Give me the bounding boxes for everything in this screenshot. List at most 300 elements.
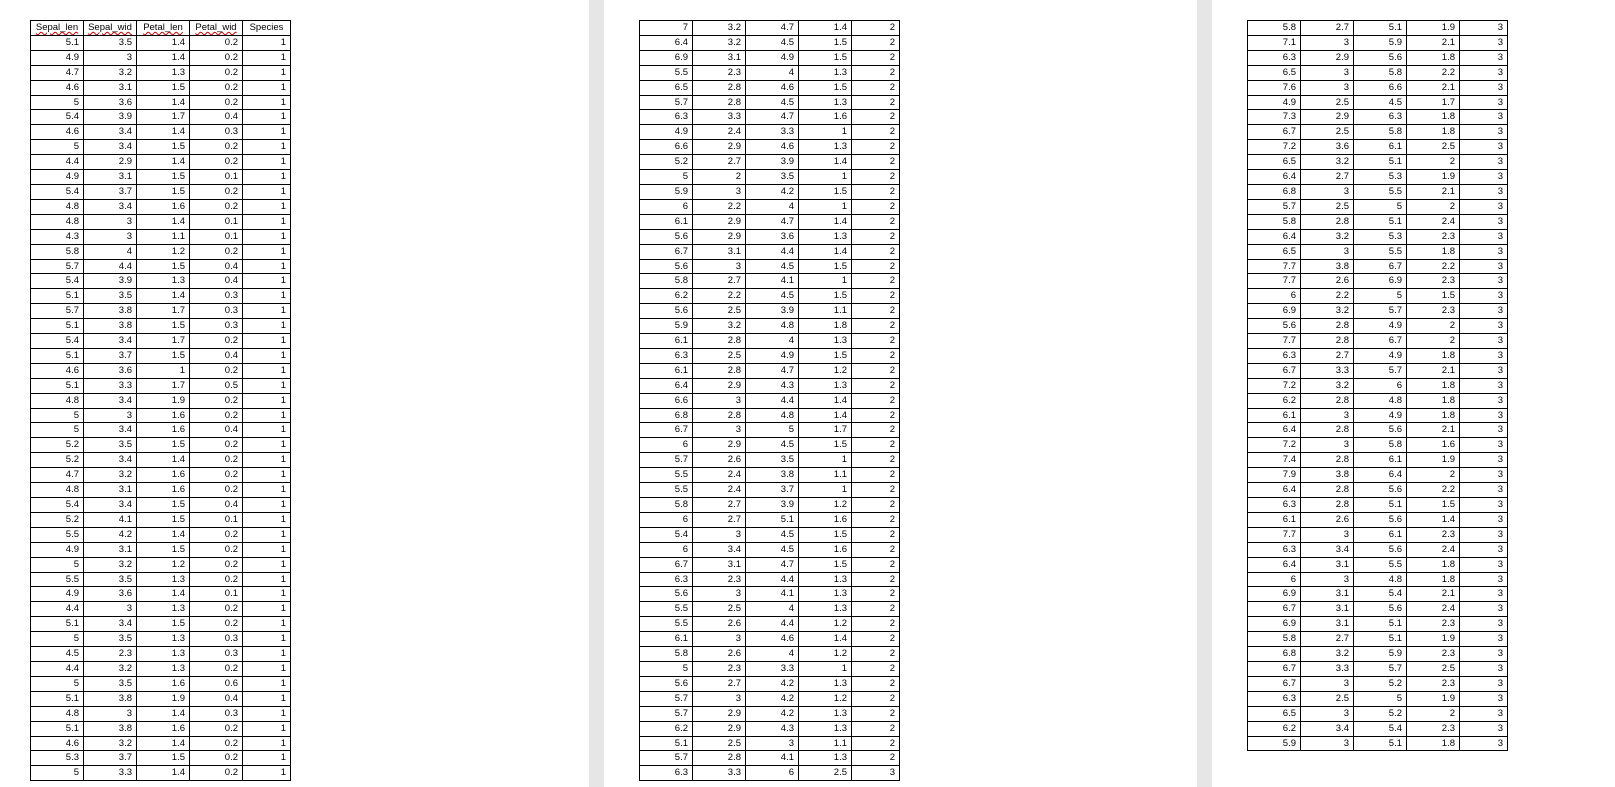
table-cell[interactable]: 5.4: [31, 498, 84, 513]
table-cell[interactable]: 2.9: [693, 438, 746, 453]
table-cell[interactable]: 4: [746, 647, 799, 662]
table-cell[interactable]: 1.3: [799, 334, 852, 349]
table-cell[interactable]: 4.2: [746, 691, 799, 706]
table-cell[interactable]: 5.6: [1354, 483, 1407, 498]
table-cell[interactable]: 3: [693, 393, 746, 408]
table-cell[interactable]: 6.6: [640, 140, 693, 155]
table-cell[interactable]: 1.7: [137, 378, 190, 393]
table-cell[interactable]: 1: [799, 453, 852, 468]
table-cell[interactable]: 2: [852, 95, 900, 110]
table-cell[interactable]: 2: [1407, 155, 1460, 170]
table-cell[interactable]: 5.4: [1354, 721, 1407, 736]
table-cell[interactable]: 6.3: [1248, 542, 1301, 557]
table-cell[interactable]: 5.4: [1354, 587, 1407, 602]
table-cell[interactable]: 1.2: [799, 647, 852, 662]
table-cell[interactable]: 1.5: [137, 184, 190, 199]
table-cell[interactable]: 1.4: [137, 155, 190, 170]
table-cell[interactable]: 5: [640, 661, 693, 676]
table-cell[interactable]: 3.4: [84, 125, 137, 140]
table-cell[interactable]: 6: [746, 766, 799, 781]
table-cell[interactable]: 0.2: [190, 527, 243, 542]
table-cell[interactable]: 3.8: [84, 691, 137, 706]
table-cell[interactable]: 6.4: [1354, 468, 1407, 483]
table-cell[interactable]: 2: [852, 140, 900, 155]
table-cell[interactable]: 7.4: [1248, 453, 1301, 468]
table-cell[interactable]: 5.5: [1354, 244, 1407, 259]
table-cell[interactable]: 3.1: [1301, 587, 1354, 602]
table-cell[interactable]: 2.3: [1407, 229, 1460, 244]
table-cell[interactable]: 1.5: [137, 319, 190, 334]
table-cell[interactable]: 3: [1460, 423, 1508, 438]
table-cell[interactable]: 3.2: [84, 736, 137, 751]
table-cell[interactable]: 1.8: [1407, 736, 1460, 751]
table-cell[interactable]: 0.1: [190, 170, 243, 185]
table-cell[interactable]: 2.8: [1301, 334, 1354, 349]
table-cell[interactable]: 2.5: [1301, 691, 1354, 706]
table-cell[interactable]: 1: [243, 498, 291, 513]
table-cell[interactable]: 0.4: [190, 423, 243, 438]
table-cell[interactable]: 0.3: [190, 125, 243, 140]
table-cell[interactable]: 0.2: [190, 557, 243, 572]
table-cell[interactable]: 3: [1460, 155, 1508, 170]
table-cell[interactable]: 1.4: [137, 453, 190, 468]
table-cell[interactable]: 3: [693, 527, 746, 542]
table-cell[interactable]: 1: [243, 184, 291, 199]
table-cell[interactable]: 1: [243, 199, 291, 214]
table-cell[interactable]: 4.7: [746, 363, 799, 378]
table-cell[interactable]: 1: [243, 229, 291, 244]
table-cell[interactable]: 3.1: [693, 50, 746, 65]
table-cell[interactable]: 2.5: [693, 736, 746, 751]
table-cell[interactable]: 2.3: [1407, 676, 1460, 691]
table-cell[interactable]: 3.1: [1301, 602, 1354, 617]
table-cell[interactable]: 3: [852, 766, 900, 781]
table-cell[interactable]: 1: [243, 527, 291, 542]
table-cell[interactable]: 3.5: [84, 632, 137, 647]
table-cell[interactable]: 7.9: [1248, 468, 1301, 483]
table-cell[interactable]: 6.7: [640, 244, 693, 259]
table-cell[interactable]: 5.4: [31, 334, 84, 349]
table-cell[interactable]: 1.5: [799, 438, 852, 453]
table-cell[interactable]: 1.3: [137, 661, 190, 676]
table-cell[interactable]: 4: [746, 199, 799, 214]
table-cell[interactable]: 3: [1460, 676, 1508, 691]
table-cell[interactable]: 3.1: [84, 80, 137, 95]
table-cell[interactable]: 6.7: [640, 557, 693, 572]
table-cell[interactable]: 1: [243, 170, 291, 185]
table-cell[interactable]: 2: [852, 304, 900, 319]
table-cell[interactable]: 1: [243, 453, 291, 468]
table-cell[interactable]: 5.1: [1354, 498, 1407, 513]
table-cell[interactable]: 3.2: [84, 468, 137, 483]
table-cell[interactable]: 6.9: [640, 50, 693, 65]
table-cell[interactable]: 1.2: [799, 617, 852, 632]
table-cell[interactable]: 4.2: [746, 184, 799, 199]
table-cell[interactable]: 5.7: [640, 95, 693, 110]
table-cell[interactable]: 4.9: [1354, 348, 1407, 363]
table-cell[interactable]: 5.1: [31, 348, 84, 363]
table-cell[interactable]: 5.5: [640, 468, 693, 483]
table-cell[interactable]: 1.6: [137, 199, 190, 214]
table-cell[interactable]: 7.2: [1248, 378, 1301, 393]
table-cell[interactable]: 4.8: [746, 319, 799, 334]
table-cell[interactable]: 3: [1460, 35, 1508, 50]
table-cell[interactable]: 4.5: [746, 259, 799, 274]
table-cell[interactable]: 3: [693, 691, 746, 706]
table-cell[interactable]: 2: [1407, 199, 1460, 214]
table-cell[interactable]: 5.6: [1354, 542, 1407, 557]
table-cell[interactable]: 4.5: [746, 527, 799, 542]
table-cell[interactable]: 5.1: [746, 512, 799, 527]
table-cell[interactable]: 5.3: [1354, 170, 1407, 185]
table-cell[interactable]: 1.6: [137, 408, 190, 423]
table-cell[interactable]: 5.5: [640, 617, 693, 632]
table-cell[interactable]: 3.9: [746, 155, 799, 170]
table-cell[interactable]: 4.9: [746, 50, 799, 65]
table-cell[interactable]: 5: [31, 766, 84, 781]
table-cell[interactable]: 1: [243, 721, 291, 736]
table-cell[interactable]: 4.6: [31, 363, 84, 378]
table-cell[interactable]: 0.4: [190, 691, 243, 706]
table-cell[interactable]: 2.8: [1301, 214, 1354, 229]
table-cell[interactable]: 1: [243, 50, 291, 65]
table-cell[interactable]: 5.7: [31, 259, 84, 274]
table-cell[interactable]: 2.9: [84, 155, 137, 170]
table-cell[interactable]: 5.8: [1248, 632, 1301, 647]
table-cell[interactable]: 1: [799, 199, 852, 214]
table-cell[interactable]: 3.3: [746, 125, 799, 140]
table-cell[interactable]: 2.6: [693, 617, 746, 632]
table-cell[interactable]: 6.1: [640, 363, 693, 378]
table-cell[interactable]: 2.5: [693, 348, 746, 363]
table-cell[interactable]: 1: [243, 632, 291, 647]
table-cell[interactable]: 0.3: [190, 319, 243, 334]
table-cell[interactable]: 1: [243, 155, 291, 170]
table-cell[interactable]: 2.8: [693, 408, 746, 423]
table-cell[interactable]: 4.4: [746, 617, 799, 632]
table-cell[interactable]: 4.6: [31, 736, 84, 751]
column-header[interactable]: [137, 21, 190, 36]
table-cell[interactable]: 1.2: [799, 498, 852, 513]
table-cell[interactable]: 3.2: [1301, 378, 1354, 393]
table-cell[interactable]: 1: [243, 274, 291, 289]
table-cell[interactable]: 1.3: [799, 229, 852, 244]
table-cell[interactable]: 6: [640, 512, 693, 527]
table-cell[interactable]: 2.3: [84, 647, 137, 662]
table-cell[interactable]: 2.8: [693, 363, 746, 378]
table-cell[interactable]: 5.1: [1354, 736, 1407, 751]
table-cell[interactable]: 1.4: [1407, 512, 1460, 527]
table-cell[interactable]: 5: [746, 423, 799, 438]
table-cell[interactable]: 2.9: [693, 721, 746, 736]
table-cell[interactable]: 6.5: [1248, 706, 1301, 721]
table-cell[interactable]: 0.2: [190, 50, 243, 65]
table-cell[interactable]: 3: [1460, 587, 1508, 602]
table-cell[interactable]: 3.3: [1301, 363, 1354, 378]
table-cell[interactable]: 3: [1460, 259, 1508, 274]
table-cell[interactable]: 1.8: [799, 319, 852, 334]
table-cell[interactable]: 2: [1407, 334, 1460, 349]
table-cell[interactable]: 2.6: [1301, 274, 1354, 289]
table-cell[interactable]: 3: [1460, 721, 1508, 736]
table-cell[interactable]: 0.2: [190, 65, 243, 80]
table-cell[interactable]: 1.8: [1407, 572, 1460, 587]
table-cell[interactable]: 1.6: [1407, 438, 1460, 453]
table-cell[interactable]: 6: [1354, 378, 1407, 393]
table-cell[interactable]: 5.1: [31, 617, 84, 632]
table-cell[interactable]: 0.4: [190, 274, 243, 289]
table-cell[interactable]: 1.2: [137, 557, 190, 572]
table-cell[interactable]: 5.8: [1354, 65, 1407, 80]
table-cell[interactable]: 4.9: [746, 348, 799, 363]
table-cell[interactable]: 3: [1460, 706, 1508, 721]
table-cell[interactable]: 0.2: [190, 244, 243, 259]
table-cell[interactable]: 0.2: [190, 602, 243, 617]
table-cell[interactable]: 2.8: [693, 95, 746, 110]
table-cell[interactable]: 0.2: [190, 80, 243, 95]
table-cell[interactable]: 2.4: [693, 483, 746, 498]
table-cell[interactable]: 2.1: [1407, 363, 1460, 378]
table-cell[interactable]: 3: [1460, 229, 1508, 244]
table-cell[interactable]: 2: [852, 378, 900, 393]
table-cell[interactable]: 0.4: [190, 498, 243, 513]
table-cell[interactable]: 1: [243, 363, 291, 378]
table-cell[interactable]: 1.8: [1407, 110, 1460, 125]
table-cell[interactable]: 6.2: [1248, 393, 1301, 408]
table-cell[interactable]: 4.6: [31, 125, 84, 140]
table-cell[interactable]: 2: [852, 65, 900, 80]
table-cell[interactable]: 1.4: [799, 214, 852, 229]
table-cell[interactable]: 1: [243, 766, 291, 781]
table-cell[interactable]: 5.6: [640, 587, 693, 602]
table-cell[interactable]: 2.3: [693, 661, 746, 676]
table-cell[interactable]: 4.8: [31, 483, 84, 498]
table-cell[interactable]: 1: [243, 542, 291, 557]
table-cell[interactable]: 3.9: [746, 304, 799, 319]
table-cell[interactable]: 6.3: [1248, 498, 1301, 513]
table-cell[interactable]: 6.9: [1248, 617, 1301, 632]
table-cell[interactable]: 2: [852, 721, 900, 736]
table-cell[interactable]: 2: [852, 617, 900, 632]
table-cell[interactable]: 1.9: [137, 691, 190, 706]
table-cell[interactable]: 1: [243, 65, 291, 80]
table-cell[interactable]: 3: [1460, 453, 1508, 468]
table-cell[interactable]: 7.2: [1248, 438, 1301, 453]
table-cell[interactable]: 1: [243, 736, 291, 751]
table-cell[interactable]: 2: [852, 35, 900, 50]
table-cell[interactable]: 4.8: [31, 214, 84, 229]
table-cell[interactable]: 6.3: [1354, 110, 1407, 125]
table-cell[interactable]: 1: [243, 110, 291, 125]
table-cell[interactable]: 6.7: [1354, 334, 1407, 349]
table-cell[interactable]: 2: [852, 706, 900, 721]
table-cell[interactable]: 6.9: [1248, 304, 1301, 319]
table-cell[interactable]: 2.2: [1407, 483, 1460, 498]
table-cell[interactable]: 6.1: [1248, 512, 1301, 527]
table-cell[interactable]: 5.8: [640, 274, 693, 289]
table-cell[interactable]: 2: [852, 438, 900, 453]
table-cell[interactable]: 1: [243, 214, 291, 229]
table-cell[interactable]: 5.1: [640, 736, 693, 751]
table-cell[interactable]: 2.3: [693, 572, 746, 587]
table-cell[interactable]: 4: [746, 65, 799, 80]
table-cell[interactable]: 2.3: [693, 65, 746, 80]
table-cell[interactable]: 1.1: [799, 304, 852, 319]
table-cell[interactable]: 4.7: [31, 468, 84, 483]
table-cell[interactable]: 3.9: [746, 498, 799, 513]
table-cell[interactable]: 5.1: [31, 289, 84, 304]
table-cell[interactable]: 1: [243, 751, 291, 766]
table-cell[interactable]: 3: [1301, 736, 1354, 751]
table-cell[interactable]: 6.7: [1248, 602, 1301, 617]
table-cell[interactable]: 1.9: [1407, 170, 1460, 185]
table-cell[interactable]: 1.5: [137, 140, 190, 155]
table-cell[interactable]: 2.2: [1407, 259, 1460, 274]
table-cell[interactable]: 2.8: [1301, 498, 1354, 513]
table-cell[interactable]: 1.8: [1407, 125, 1460, 140]
table-cell[interactable]: 3.1: [693, 244, 746, 259]
table-cell[interactable]: 2.5: [693, 304, 746, 319]
table-cell[interactable]: 3: [1460, 498, 1508, 513]
table-cell[interactable]: 1.6: [799, 542, 852, 557]
table-cell[interactable]: 3: [1460, 348, 1508, 363]
table-cell[interactable]: 2: [852, 199, 900, 214]
table-cell[interactable]: 5.5: [640, 602, 693, 617]
table-cell[interactable]: 3.2: [693, 319, 746, 334]
table-cell[interactable]: 5.5: [640, 483, 693, 498]
table-cell[interactable]: 3: [1460, 184, 1508, 199]
table-cell[interactable]: 5.7: [1248, 199, 1301, 214]
table-cell[interactable]: 3.5: [84, 676, 137, 691]
table-cell[interactable]: 4.1: [84, 512, 137, 527]
table-cell[interactable]: 1.5: [799, 80, 852, 95]
table-cell[interactable]: 2.8: [1301, 483, 1354, 498]
table-cell[interactable]: 2: [693, 170, 746, 185]
table-cell[interactable]: 3: [1460, 483, 1508, 498]
table-cell[interactable]: 2: [852, 334, 900, 349]
table-cell[interactable]: 1.3: [137, 65, 190, 80]
table-cell[interactable]: 6.8: [1248, 647, 1301, 662]
table-cell[interactable]: 5: [31, 140, 84, 155]
table-cell[interactable]: 4.1: [746, 587, 799, 602]
table-cell[interactable]: 2: [852, 587, 900, 602]
table-cell[interactable]: 6.1: [640, 632, 693, 647]
table-cell[interactable]: 1.8: [1407, 393, 1460, 408]
table-cell[interactable]: 1.2: [799, 363, 852, 378]
table-cell[interactable]: 2: [852, 498, 900, 513]
table-cell[interactable]: 1.1: [137, 229, 190, 244]
table-cell[interactable]: 6.7: [640, 423, 693, 438]
table-cell[interactable]: 5.1: [31, 319, 84, 334]
table-cell[interactable]: 7: [640, 21, 693, 36]
table-cell[interactable]: 5.7: [640, 751, 693, 766]
table-cell[interactable]: 5.5: [1354, 184, 1407, 199]
column-header[interactable]: [31, 21, 84, 36]
table-cell[interactable]: 3: [693, 423, 746, 438]
table-cell[interactable]: 6.7: [1248, 676, 1301, 691]
table-cell[interactable]: 1: [243, 423, 291, 438]
table-cell[interactable]: 1: [243, 244, 291, 259]
table-cell[interactable]: 5: [1354, 199, 1407, 214]
table-cell[interactable]: 4.5: [746, 289, 799, 304]
table-cell[interactable]: 5.2: [640, 155, 693, 170]
table-cell[interactable]: 2.7: [1301, 632, 1354, 647]
table-cell[interactable]: 3.4: [84, 393, 137, 408]
table-cell[interactable]: 6.1: [640, 334, 693, 349]
table-cell[interactable]: 7.7: [1248, 274, 1301, 289]
table-cell[interactable]: 5.6: [1248, 319, 1301, 334]
table-cell[interactable]: 3: [1460, 334, 1508, 349]
table-cell[interactable]: 5.3: [31, 751, 84, 766]
table-cell[interactable]: 2.6: [693, 453, 746, 468]
table-cell[interactable]: 3: [1460, 647, 1508, 662]
table-cell[interactable]: 5.7: [640, 706, 693, 721]
table-cell[interactable]: 1.3: [137, 274, 190, 289]
table-cell[interactable]: 1.4: [137, 125, 190, 140]
table-cell[interactable]: 1.4: [137, 289, 190, 304]
table-cell[interactable]: 1: [243, 572, 291, 587]
table-cell[interactable]: 1.3: [799, 378, 852, 393]
table-cell[interactable]: 5.7: [640, 453, 693, 468]
table-cell[interactable]: 3.3: [693, 110, 746, 125]
table-cell[interactable]: 3.8: [1301, 259, 1354, 274]
table-cell[interactable]: 0.2: [190, 572, 243, 587]
table-cell[interactable]: 1.3: [137, 572, 190, 587]
table-cell[interactable]: 6.3: [1248, 348, 1301, 363]
table-cell[interactable]: 3.3: [84, 378, 137, 393]
table-cell[interactable]: 6.7: [1354, 259, 1407, 274]
table-cell[interactable]: 6.5: [1248, 244, 1301, 259]
table-cell[interactable]: 0.1: [190, 512, 243, 527]
table-cell[interactable]: 1: [243, 289, 291, 304]
table-cell[interactable]: 3.4: [84, 423, 137, 438]
table-cell[interactable]: 1.3: [799, 95, 852, 110]
table-cell[interactable]: 3: [1460, 65, 1508, 80]
table-cell[interactable]: 2.8: [693, 80, 746, 95]
table-cell[interactable]: 5.9: [1354, 35, 1407, 50]
table-cell[interactable]: 6.5: [640, 80, 693, 95]
table-cell[interactable]: 1.3: [799, 140, 852, 155]
table-cell[interactable]: 3: [1460, 691, 1508, 706]
table-cell[interactable]: 0.3: [190, 647, 243, 662]
table-cell[interactable]: 6.4: [1248, 483, 1301, 498]
table-cell[interactable]: 0.2: [190, 721, 243, 736]
table-cell[interactable]: 4.4: [84, 259, 137, 274]
table-cell[interactable]: 1.4: [799, 244, 852, 259]
table-cell[interactable]: 2.1: [1407, 587, 1460, 602]
table-cell[interactable]: 6.1: [640, 214, 693, 229]
table-cell[interactable]: 3: [1460, 289, 1508, 304]
table-cell[interactable]: 5: [31, 676, 84, 691]
table-cell[interactable]: 3.1: [84, 542, 137, 557]
table-cell[interactable]: 5.6: [1354, 512, 1407, 527]
table-cell[interactable]: 5.2: [31, 438, 84, 453]
table-cell[interactable]: 3: [1460, 199, 1508, 214]
table-cell[interactable]: 7.1: [1248, 35, 1301, 50]
table-cell[interactable]: 0.2: [190, 408, 243, 423]
table-cell[interactable]: 3: [1460, 438, 1508, 453]
table-cell[interactable]: 6.1: [1248, 408, 1301, 423]
table-cell[interactable]: 7.3: [1248, 110, 1301, 125]
table-cell[interactable]: 1.6: [137, 676, 190, 691]
table-cell[interactable]: 2: [852, 259, 900, 274]
table-cell[interactable]: 1: [243, 334, 291, 349]
table-cell[interactable]: 3.2: [1301, 304, 1354, 319]
table-cell[interactable]: 3.6: [746, 229, 799, 244]
table-cell[interactable]: 6.5: [1248, 155, 1301, 170]
table-cell[interactable]: 6: [1248, 572, 1301, 587]
table-cell[interactable]: 3.1: [1301, 617, 1354, 632]
